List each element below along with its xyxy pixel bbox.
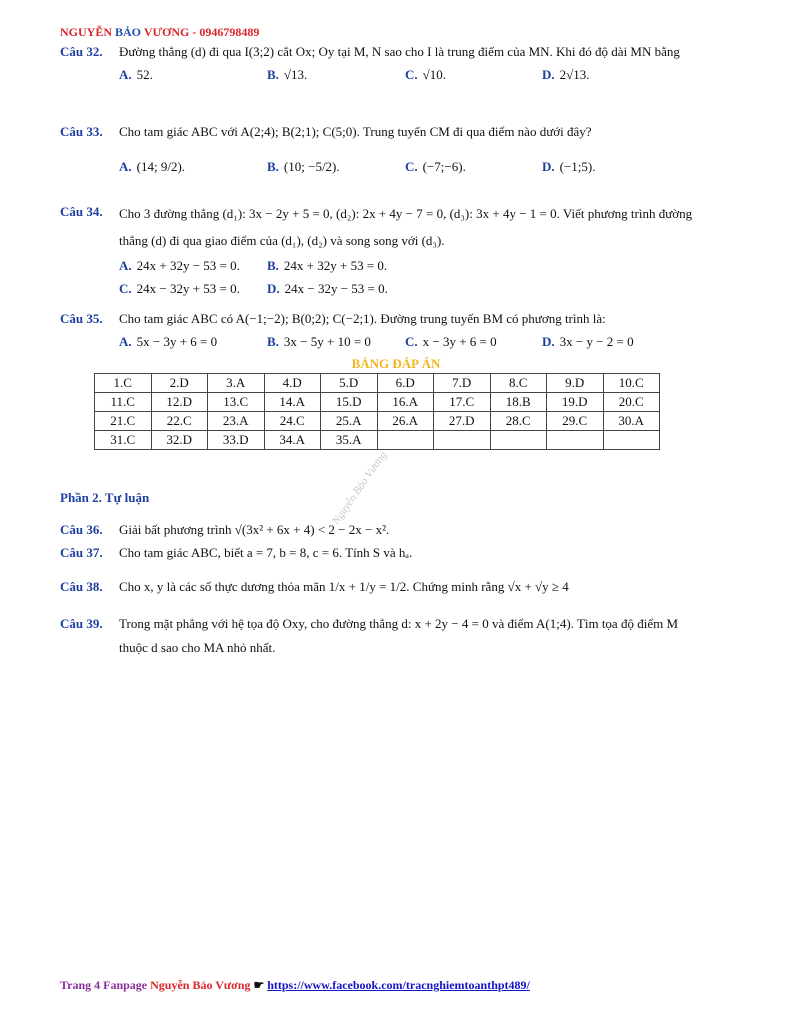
option-a[interactable]: A. 24x + 32y − 53 = 0. xyxy=(119,258,240,273)
option-d[interactable]: D. 3x − y − 2 = 0 xyxy=(542,334,634,349)
answer-cell: 16.A xyxy=(377,393,434,412)
header-name-1: NGUYỄN xyxy=(60,25,116,39)
header-name-3: VƯƠNG - 0946798489 xyxy=(143,25,260,39)
options xyxy=(119,330,700,353)
page-header xyxy=(60,25,259,40)
answer-cell: 31.C xyxy=(95,431,152,450)
answer-cell: 9.D xyxy=(547,374,604,393)
answer-cell: 4.D xyxy=(264,374,321,393)
answer-cell xyxy=(603,431,660,450)
options-row-2 xyxy=(119,277,700,300)
answer-cell: 11.C xyxy=(95,393,152,412)
question-number: Câu 32. xyxy=(60,44,103,59)
question-37 xyxy=(60,541,700,564)
question-number: Câu 39. xyxy=(60,616,103,631)
question-number: Câu 34. xyxy=(60,204,103,219)
option-b[interactable]: B. √13. xyxy=(267,67,308,82)
answer-cell: 3.A xyxy=(208,374,265,393)
question-text: Cho 3 đường thẳng (d₁): 3x − 2y + 5 = 0, (d₂): 2x + 4y − 7 = 0, (d₃): 3x + 4y − 1 = 0. Viết phương trình đường thẳng (d) đi qua giao điểm của (d₁), (d₂) và song song với (d₃). xyxy=(119,206,693,248)
answer-cell: 18.B xyxy=(490,393,547,412)
question-39 xyxy=(60,612,700,660)
answer-cell: 35.A xyxy=(321,431,378,450)
answer-table-title: BẢNG ĐÁP ÁN xyxy=(351,356,441,371)
header-name-2: BẢO xyxy=(115,25,144,39)
question-text: Cho tam giác ABC, biết a = 7, b = 8, c = 6. Tính S và hₐ. xyxy=(119,545,413,560)
watermark: Nguyễn Bảo Vương xyxy=(330,449,390,527)
answer-cell: 14.A xyxy=(264,393,321,412)
answer-row xyxy=(95,431,660,450)
answer-cell: 28.C xyxy=(490,412,547,431)
answer-row xyxy=(95,412,660,431)
option-b[interactable]: B. 3x − 5y + 10 = 0 xyxy=(267,334,371,349)
question-number: Câu 38. xyxy=(60,579,103,594)
question-text: Cho tam giác ABC với A(2;4); B(2;1); C(5;0). Trung tuyến CM đi qua điểm nào dưới đây? xyxy=(119,124,592,139)
question-35 xyxy=(60,307,700,353)
answer-cell: 5.D xyxy=(321,374,378,393)
pointing-hand-icon: ☛ xyxy=(253,978,265,992)
option-d[interactable]: D. 24x − 32y − 53 = 0. xyxy=(267,281,388,296)
answer-row xyxy=(95,393,660,412)
answer-cell: 15.D xyxy=(321,393,378,412)
question-text: Cho tam giác ABC có A(−1;−2); B(0;2); C(−2;1). Đường trung tuyến BM có phương trình là: xyxy=(119,311,606,326)
question-text: Trong mặt phẳng với hệ tọa độ Oxy, cho đường thẳng d: x + 2y − 4 = 0 và điểm A(1;4). Tìm tọa độ điểm M thuộc d sao cho MA nhỏ nhất. xyxy=(119,616,679,655)
question-number: Câu 36. xyxy=(60,522,103,537)
options-row-1 xyxy=(119,254,700,277)
footer-fanpage: Fanpage xyxy=(100,978,151,992)
answer-cell: 24.C xyxy=(264,412,321,431)
answer-cell: 23.A xyxy=(208,412,265,431)
option-b[interactable]: B. (10; −5/2). xyxy=(267,159,340,174)
question-36 xyxy=(60,518,700,541)
question-text: Cho x, y là các số thực dương thỏa mãn 1/x + 1/y = 1/2. Chứng minh rằng √x + √y ≥ 4 xyxy=(119,579,569,594)
question-number: Câu 37. xyxy=(60,545,103,560)
option-c[interactable]: C. √10. xyxy=(405,67,447,82)
option-a[interactable]: A. (14; 9/2). xyxy=(119,159,186,174)
answer-cell: 17.C xyxy=(434,393,491,412)
answer-cell: 21.C xyxy=(95,412,152,431)
answer-cell: 7.D xyxy=(434,374,491,393)
answer-cell xyxy=(547,431,604,450)
answer-cell xyxy=(490,431,547,450)
answer-cell: 1.C xyxy=(95,374,152,393)
footer-page: Trang 4 xyxy=(60,978,101,992)
answer-cell: 29.C xyxy=(547,412,604,431)
question-38 xyxy=(60,575,700,598)
question-number: Câu 35. xyxy=(60,311,103,326)
question-text: Giải bất phương trình √(3x² + 6x + 4) < 2 − 2x − x². xyxy=(119,522,390,537)
answer-cell: 20.C xyxy=(603,393,660,412)
question-text: Đường thẳng (d) đi qua I(3;2) cắt Ox; Oy tại M, N sao cho I là trung điểm của MN. Khi đó độ dài MN bằng xyxy=(119,44,680,59)
answer-cell: 13.C xyxy=(208,393,265,412)
footer-link[interactable]: https://www.facebook.com/tracnghiemtoanthpt489/ xyxy=(267,978,530,992)
option-b[interactable]: B. 24x + 32y + 53 = 0. xyxy=(267,258,388,273)
answer-cell: 12.D xyxy=(151,393,208,412)
option-d[interactable]: D. (−1;5). xyxy=(542,159,596,174)
answer-cell: 25.A xyxy=(321,412,378,431)
question-34 xyxy=(60,200,700,300)
options xyxy=(119,63,700,86)
answer-cell: 26.A xyxy=(377,412,434,431)
option-a[interactable]: A. 5x − 3y + 6 = 0 xyxy=(119,334,218,349)
question-32 xyxy=(60,40,700,86)
answer-cell: 22.C xyxy=(151,412,208,431)
option-c[interactable]: C. 24x − 32y + 53 = 0. xyxy=(119,281,240,296)
option-a[interactable]: A. 52. xyxy=(119,67,153,82)
answer-cell xyxy=(377,431,434,450)
answer-cell: 34.A xyxy=(264,431,321,450)
answer-cell: 30.A xyxy=(603,412,660,431)
answer-cell: 10.C xyxy=(603,374,660,393)
part-2-title: Phần 2. Tự luận xyxy=(60,490,150,505)
answer-table xyxy=(94,373,660,450)
answer-cell: 6.D xyxy=(377,374,434,393)
answer-cell: 27.D xyxy=(434,412,491,431)
answer-cell: 32.D xyxy=(151,431,208,450)
option-d[interactable]: D. 2√13. xyxy=(542,67,590,82)
footer-author: Nguyễn Bảo Vương xyxy=(150,978,251,992)
answer-cell: 8.C xyxy=(490,374,547,393)
option-c[interactable]: C. x − 3y + 6 = 0 xyxy=(405,334,497,349)
answer-cell: 19.D xyxy=(547,393,604,412)
answer-cell: 33.D xyxy=(208,431,265,450)
answer-cell xyxy=(434,431,491,450)
question-number: Câu 33. xyxy=(60,124,103,139)
option-c[interactable]: C. (−7;−6). xyxy=(405,159,466,174)
options xyxy=(119,155,700,178)
page-footer xyxy=(60,978,530,993)
answer-cell: 2.D xyxy=(151,374,208,393)
question-33 xyxy=(60,120,700,178)
answer-row xyxy=(95,374,660,393)
